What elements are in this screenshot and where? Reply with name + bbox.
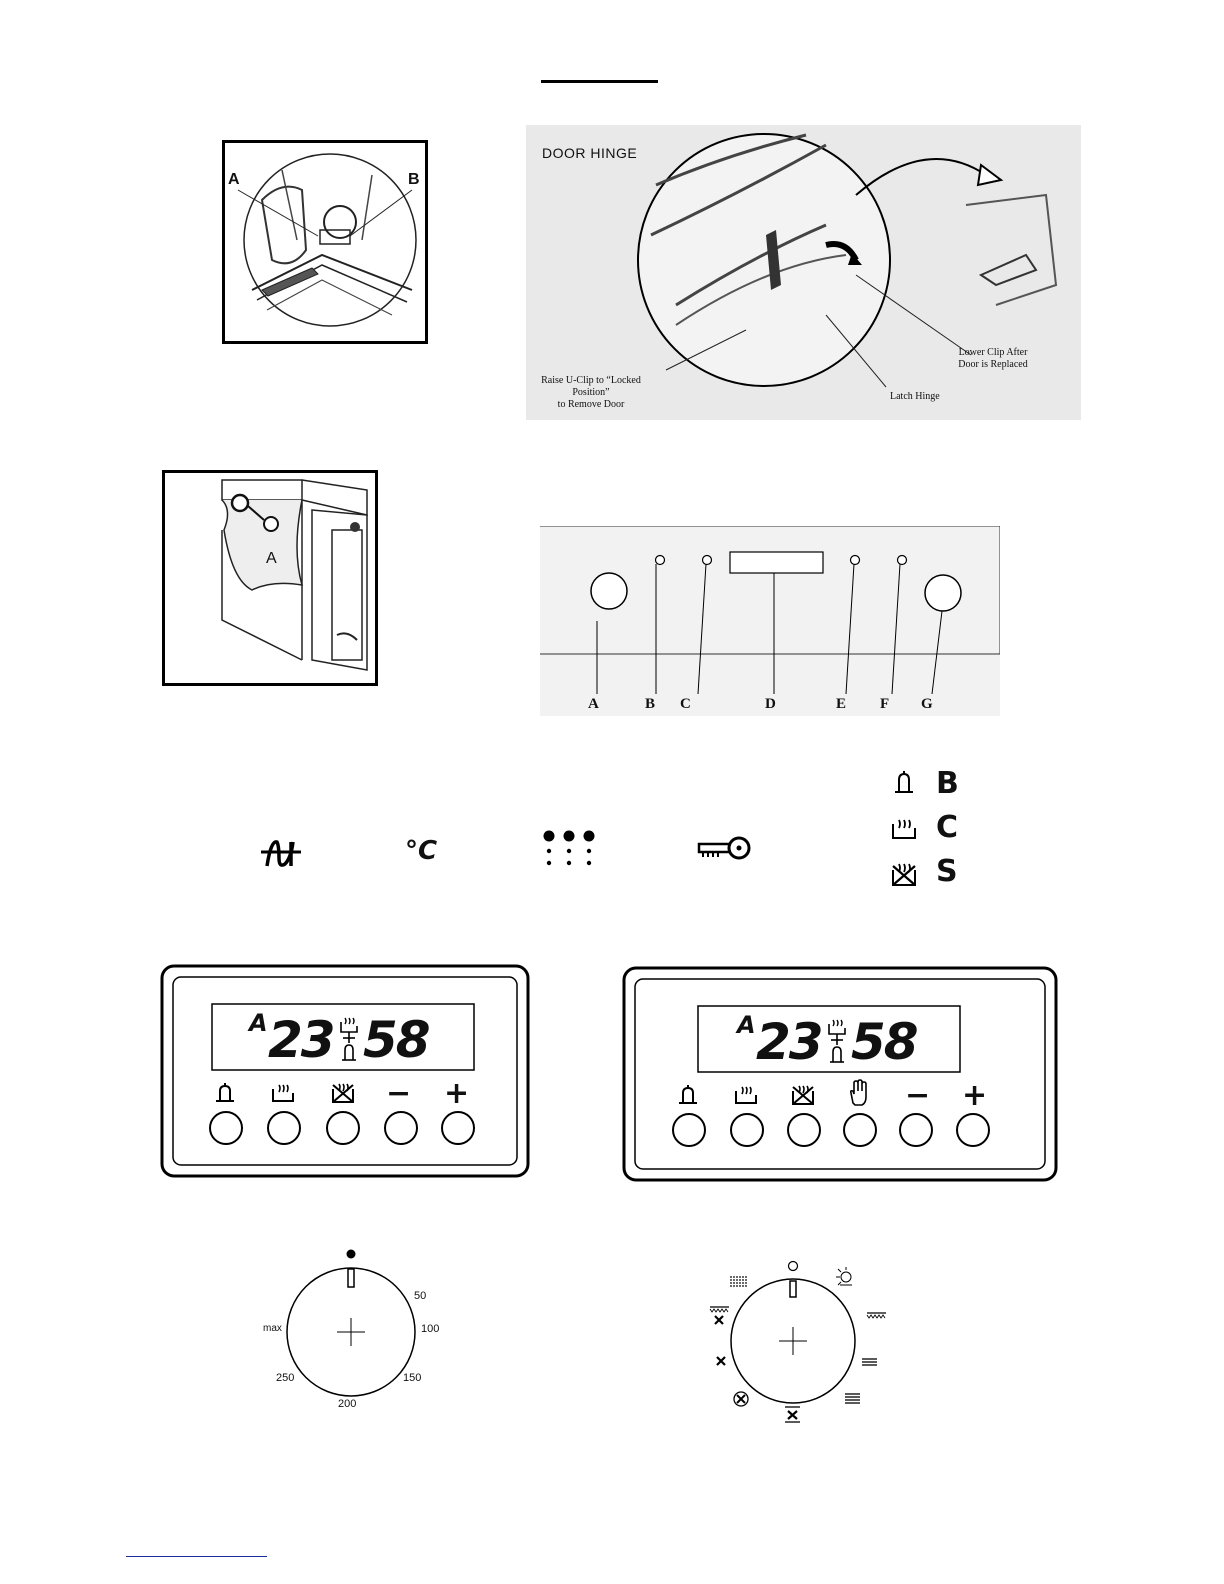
lower-line-2: Door is Replaced	[958, 359, 1028, 370]
bulb-detail-illustration	[162, 470, 378, 686]
bell-icon	[892, 770, 916, 798]
minus-button[interactable]	[384, 1111, 418, 1145]
timer-large-minutes: 58	[851, 1013, 917, 1071]
cook-time-button[interactable]	[730, 1113, 764, 1147]
legend-letter-c: C	[936, 810, 959, 845]
indicator-c	[703, 556, 712, 565]
bulb-label-a: A	[266, 550, 277, 567]
indicator-e	[851, 556, 860, 565]
bell-button[interactable]	[672, 1113, 706, 1147]
off-icon	[789, 1262, 798, 1271]
legend-letter-s: S	[936, 854, 958, 889]
minus-button[interactable]	[899, 1113, 933, 1147]
timer-panel-large	[622, 966, 1058, 1182]
cook-time-button[interactable]	[267, 1111, 301, 1145]
bell-button[interactable]	[209, 1111, 243, 1145]
temp-label-200: 200	[338, 1398, 357, 1410]
timer-panel-small	[160, 964, 530, 1178]
indicator-b	[656, 556, 665, 565]
cooking-pot-icon	[271, 1082, 295, 1104]
timer-small-minutes: 58	[363, 1011, 429, 1069]
end-time-button[interactable]	[787, 1113, 821, 1147]
celsius-icon: °C	[405, 836, 438, 866]
legend-letter-b: B	[936, 766, 959, 801]
panel-label-g: G	[921, 696, 933, 712]
stop-cooking-icon	[890, 860, 918, 888]
plus-button[interactable]	[956, 1113, 990, 1147]
hinge-latch-callout: Latch Hinge	[890, 391, 940, 402]
cooking-pot-icon	[890, 816, 918, 842]
hinge-lower-callout	[938, 347, 1048, 371]
plus-button[interactable]	[441, 1111, 475, 1145]
panel-label-b: B	[645, 696, 656, 712]
hinge-title: DOOR HINGE	[542, 145, 638, 161]
panel-label-d: D	[765, 696, 776, 712]
timer-large-mode-icon	[826, 1018, 848, 1066]
timer-small-mode-icon	[338, 1016, 360, 1064]
timer-small-frame	[160, 964, 530, 1178]
control-knob-a[interactable]	[591, 573, 627, 609]
bottom-fan-icon	[785, 1407, 800, 1422]
temp-label-250: 250	[276, 1372, 295, 1384]
hand-icon	[847, 1079, 871, 1107]
uclip-line-1: Raise U-Clip to “Locked	[541, 375, 641, 386]
temp-label-50: 50	[414, 1290, 427, 1302]
grill-icon	[845, 1394, 860, 1403]
cooking-pot-icon	[734, 1084, 758, 1106]
timer-large-hours: 23	[756, 1013, 822, 1071]
stop-cooking-icon	[331, 1081, 355, 1105]
end-time-button[interactable]	[326, 1111, 360, 1145]
temperature-dial-figure	[250, 1245, 450, 1425]
dial-off-marker	[347, 1250, 356, 1259]
plus-label: +	[444, 1076, 470, 1111]
lower-line-1: Lower Clip After	[958, 347, 1028, 358]
plus-label: +	[962, 1078, 988, 1113]
temp-label-max: max	[263, 1323, 282, 1334]
display-d	[730, 552, 823, 573]
control-panel-illustration	[540, 526, 1000, 716]
control-knob-g[interactable]	[925, 575, 961, 611]
minus-label: −	[905, 1078, 931, 1113]
dots-grid-icon	[543, 828, 595, 868]
timer-large-frame	[622, 966, 1058, 1182]
key-icon	[697, 835, 753, 863]
fan-icon	[717, 1357, 725, 1365]
stop-cooking-icon	[791, 1083, 815, 1107]
door-hinge-figure	[526, 125, 1081, 420]
function-dial-figure	[700, 1255, 900, 1435]
timer-small-prefix: A	[249, 1009, 266, 1037]
auto-icon	[257, 838, 305, 870]
manual-button[interactable]	[843, 1113, 877, 1147]
hinge-uclip-callout	[526, 375, 656, 411]
control-panel-figure	[540, 526, 1000, 716]
door-detail-figure	[222, 140, 428, 344]
uclip-line-3: to Remove Door	[557, 399, 625, 410]
panel-label-c: C	[680, 696, 691, 712]
timer-large-prefix: A	[737, 1011, 754, 1039]
panel-label-e: E	[836, 696, 847, 712]
door-label-b: B	[408, 171, 420, 188]
panel-label-a: A	[588, 696, 599, 712]
door-detail-illustration	[222, 140, 428, 344]
bell-icon	[214, 1082, 236, 1106]
grill-fan-icon	[710, 1307, 729, 1324]
door-label-a: A	[228, 171, 240, 188]
timer-small-hours: 23	[268, 1011, 334, 1069]
symbol-legend	[890, 766, 990, 896]
uclip-line-2: Position”	[572, 387, 610, 398]
panel-label-f: F	[880, 696, 890, 712]
defrost-icon	[730, 1276, 747, 1287]
fan-circle-icon	[734, 1392, 748, 1406]
top-bottom-heat-icon	[862, 1359, 877, 1365]
function-dial[interactable]	[700, 1255, 900, 1435]
indicator-f	[898, 556, 907, 565]
footer-rule	[126, 1556, 267, 1557]
header-rule	[541, 80, 658, 83]
temp-label-100: 100	[421, 1323, 440, 1335]
bulb-detail-figure	[162, 470, 378, 686]
bell-icon	[677, 1084, 699, 1108]
light-icon	[836, 1267, 852, 1285]
temp-label-150: 150	[403, 1372, 422, 1384]
minus-label: −	[386, 1076, 412, 1111]
top-heat-icon	[867, 1313, 886, 1318]
